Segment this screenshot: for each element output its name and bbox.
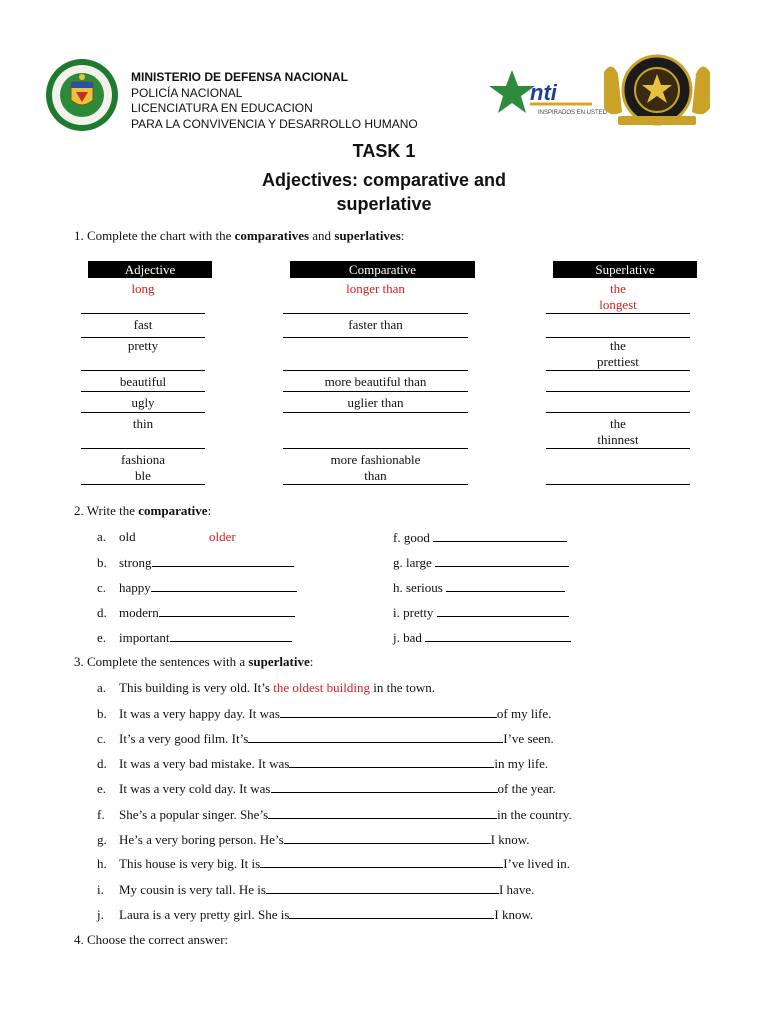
comparative-cell: more fashionable than xyxy=(283,452,468,485)
comparative-item: a. old older xyxy=(97,529,236,544)
answer-blank[interactable] xyxy=(159,604,295,617)
answer-blank[interactable] xyxy=(425,629,571,642)
task-subtitle xyxy=(0,168,768,216)
superlative-blank[interactable] xyxy=(546,374,690,392)
answer-blank[interactable] xyxy=(268,806,497,819)
superlative-sentence: e. It was a very cold day. It was of the year. xyxy=(97,781,556,796)
superlative-sentence: i. My cousin is very tall. He is I have. xyxy=(97,882,535,897)
answer-blank[interactable] xyxy=(446,579,565,592)
answer-blank[interactable] xyxy=(260,855,503,868)
header-superlative: Superlative xyxy=(553,261,697,278)
comparative-item: d. modern xyxy=(97,604,357,621)
superlative-sentence: d. It was a very bad mistake. It was in my life. xyxy=(97,756,549,771)
comparative-item: g. large xyxy=(393,554,593,571)
comparative-item: b. strong xyxy=(97,554,357,571)
adjective-cell: long xyxy=(81,281,205,314)
degree-name: LICENCIATURA EN EDUCACION xyxy=(131,101,313,115)
comparative-cell: longer than xyxy=(283,281,468,314)
answer-blank[interactable] xyxy=(151,579,297,592)
comparative-item: c. happy xyxy=(97,579,357,596)
nti-tagline: INSPIRADOS EN USTED xyxy=(538,110,608,116)
institution-header xyxy=(131,70,418,132)
ministry-name: MINISTERIO DE DEFENSA NACIONAL xyxy=(131,70,348,84)
header-adjective: Adjective xyxy=(88,261,212,278)
answer-text: older xyxy=(209,529,236,544)
answer-blank[interactable] xyxy=(170,629,292,642)
superlative-cell: the prettiest xyxy=(546,338,690,371)
answer-text: the oldest building xyxy=(273,680,370,695)
answer-blank[interactable] xyxy=(248,730,503,743)
comparative-blank[interactable] xyxy=(283,338,468,371)
section2-instruction: 2. Write the comparative: xyxy=(74,503,212,518)
superlative-sentence: h. This house is very big. It is I’ve lived in. xyxy=(97,856,570,871)
answer-blank[interactable] xyxy=(289,906,494,919)
superlative-sentence: b. It was a very happy day. It was of my life. xyxy=(97,706,552,721)
answer-blank[interactable] xyxy=(433,529,567,542)
comparative-cell[interactable]: faster than xyxy=(283,317,468,338)
superlative-blank[interactable] xyxy=(546,452,690,485)
answer-blank[interactable] xyxy=(280,705,497,718)
answer-blank[interactable] xyxy=(435,554,569,567)
superlative-blank[interactable] xyxy=(546,317,690,338)
comparative-item: i. pretty xyxy=(393,604,593,621)
comparative-item: f. good xyxy=(393,529,593,546)
answer-blank[interactable] xyxy=(152,554,294,567)
superlative-sentence: g. He’s a very boring person. He’s I know. xyxy=(97,832,530,847)
nti-wordmark: nti xyxy=(530,80,557,105)
comparative-item: e. important xyxy=(97,629,357,646)
answer-blank[interactable] xyxy=(266,881,499,894)
adjective-cell: pretty xyxy=(81,338,205,371)
task-title: TASK 1 xyxy=(352,141,416,161)
police-seal-logo xyxy=(45,58,119,132)
superlative-sentence: c. It’s a very good film. It’s I’ve seen. xyxy=(97,731,554,746)
comparative-item: h. serious xyxy=(393,579,593,596)
adjective-cell: thin xyxy=(81,416,205,449)
comparative-cell: uglier than xyxy=(283,395,468,413)
comparative-item: j. bad xyxy=(393,629,593,646)
superlative-sentence: a. This building is very old. It’s the oldest building in the town. xyxy=(97,680,435,695)
police-name: POLICÍA NACIONAL xyxy=(131,85,243,100)
superlative-cell: the longest xyxy=(546,281,690,314)
section1-instruction: 1. Complete the chart with the comparatives and superlatives: xyxy=(74,228,405,243)
header-comparative: Comparative xyxy=(290,261,475,278)
superlative-sentence: j. Laura is a very pretty girl. She is I know. xyxy=(97,907,534,922)
academic-crest-logo xyxy=(598,52,716,132)
nti-logo xyxy=(488,68,608,122)
program-name: PARA LA CONVIVENCIA Y DESARROLLO HUMANO xyxy=(131,116,418,131)
section4-instruction: 4. Choose the correct answer: xyxy=(74,932,229,947)
adjective-cell: fashiona ble xyxy=(81,452,205,485)
comparative-cell: more beautiful than xyxy=(283,374,468,392)
adjective-cell: fast xyxy=(81,317,205,338)
superlative-cell: the thinnest xyxy=(546,416,690,449)
answer-blank[interactable] xyxy=(271,780,498,793)
adjective-cell: ugly xyxy=(81,395,205,413)
subtitle-line-1: Adjectives: comparative and xyxy=(261,170,507,190)
adjective-cell: beautiful xyxy=(81,374,205,392)
answer-blank[interactable] xyxy=(284,831,491,844)
superlative-sentence: f. She’s a popular singer. She’s in the country. xyxy=(97,807,572,822)
answer-blank[interactable] xyxy=(437,604,569,617)
answer-blank[interactable] xyxy=(289,755,494,768)
superlative-blank[interactable] xyxy=(546,395,690,413)
section3-instruction: 3. Complete the sentences with a superlative: xyxy=(74,654,314,669)
subtitle-line-2: superlative xyxy=(336,194,432,214)
comparative-blank[interactable] xyxy=(283,416,468,449)
